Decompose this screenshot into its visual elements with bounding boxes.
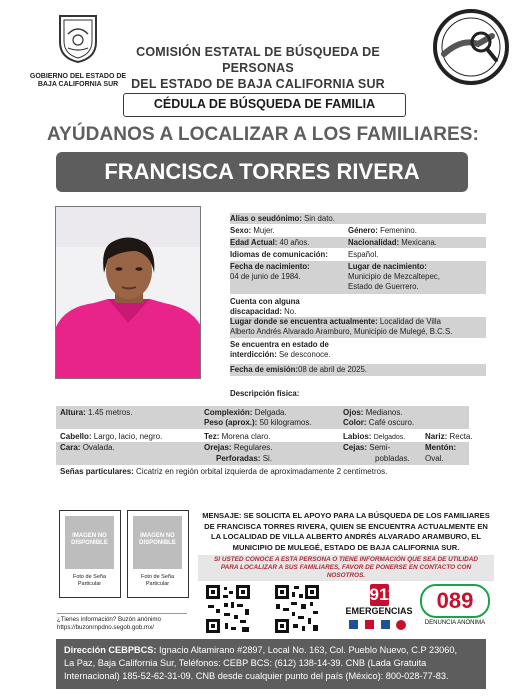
placeholder-1-text-2: DISPONIBLE: [71, 540, 108, 546]
discapacidad-label-2: discapacidad:: [230, 307, 282, 316]
emergency-911-logo: [343, 584, 415, 634]
discapacidad-value: No.: [284, 307, 297, 316]
commission-title-line-2: DEL ESTADO DE BAJA CALIFORNIA SUR: [131, 77, 385, 91]
orejas-label: Orejas:: [204, 443, 232, 452]
color-label: Color:: [343, 418, 367, 427]
label-911: EMERGENCIAS: [345, 606, 413, 616]
tez-value: Morena claro.: [221, 432, 271, 441]
person-portrait-icon: [56, 207, 201, 379]
cejas-value-1: Semi-: [369, 443, 391, 452]
edad-value: 40 años.: [279, 238, 310, 247]
notice-line-2: PARA LOCALIZAR A SUS FAMILIARES, FAVOR DE PONERSE EN CONTACTO CON: [220, 564, 472, 571]
interdiccion-label-1: Se encuentra en estado de: [230, 340, 329, 349]
senas-value: Cicatriz en región orbital izquierda de aproximadamente 2 centímetros.: [136, 467, 388, 476]
idiomas-label: Idiomas de comunicación:: [230, 250, 328, 259]
placeholder-2-caption-2: Particular: [145, 581, 170, 587]
discapacidad-label-1: Cuenta con alguna: [230, 297, 300, 306]
nacionalidad-value: Mexicana.: [401, 238, 437, 247]
gov-line-1: GOBIERNO DEL ESTADO DE: [29, 73, 127, 80]
fecha-emision-label: Fecha de emisión:: [230, 365, 299, 374]
edad-label: Edad Actual:: [230, 238, 278, 247]
interdiccion-label-2: interdicción:: [230, 350, 277, 359]
lugar-nacimiento-value-1: Municipio de Mezcaltepec,: [348, 272, 440, 281]
num-911: 911: [369, 585, 397, 604]
notice-line-3: NOSOTROS.: [326, 572, 366, 579]
num-089: 089: [420, 584, 490, 618]
fecha-nacimiento-label: Fecha de nacimiento:: [230, 262, 310, 271]
genero-label: Género:: [348, 226, 378, 235]
tez-label: Tez:: [204, 432, 220, 441]
sexo-value: Mujer.: [253, 226, 275, 235]
menton-label: Mentón:: [425, 443, 457, 452]
placeholder-1-caption-1: Foto de Seña: [72, 574, 107, 580]
fecha-emision-value: 08 de abril de 2025.: [298, 365, 367, 374]
nacionalidad-label: Nacionalidad:: [348, 238, 400, 247]
nariz-label: Nariz:: [425, 432, 448, 441]
nariz-value: Recta.: [449, 432, 473, 441]
cara-label: Cara:: [60, 443, 81, 452]
search-message: [198, 511, 494, 553]
person-photo: [55, 206, 201, 379]
altura-label: Altura:: [60, 408, 86, 417]
alias-value: Sin dato.: [304, 214, 335, 223]
anonymous-report-089-logo: [420, 584, 490, 634]
sexo-label: Sexo:: [230, 226, 252, 235]
altura-value: 1.45 metros.: [88, 408, 133, 417]
idiomas-value: Español.: [348, 250, 379, 259]
state-seal-icon: [56, 12, 100, 64]
gov-line-2: BAJA CALIFORNIA SUR: [37, 81, 119, 88]
placeholder-2-caption-1: Foto de Seña: [140, 574, 175, 580]
placeholder-2-text-1: IMAGEN NO: [140, 533, 175, 539]
lugar-actual-value-1: Localidad de Villa: [379, 317, 441, 326]
ojos-value: Medianos.: [365, 408, 403, 417]
peso-label: Peso (aprox.):: [204, 418, 258, 427]
cejas-value-2: pobladas.: [375, 454, 410, 463]
complexion-value: Delgada.: [254, 408, 287, 417]
message-line-3: LA LOCALIDAD DE VILLA ALBERTO ANDRÉS ALVARADO ARAMBURO, EL: [211, 532, 481, 542]
commission-title: [108, 44, 408, 92]
message-line-1: MENSAJE: SE SOLICITA EL APOYO PARA LA BÚSQUEDA DE LOS FAMILIARES: [202, 511, 490, 520]
footer-line-3: Internacional) 185-52-62-31-09. CNB desde cualquier punto del país (México): 800-028-77-83.: [64, 671, 449, 681]
cabello-label: Cabello:: [60, 432, 92, 441]
lugar-actual-label: Lugar donde se encuentra actualmente:: [230, 317, 378, 326]
anonymous-mailbox: [57, 613, 187, 632]
mark-photo-placeholder-2: [127, 510, 189, 598]
footer-address-label: Dirección CEBPBCS:: [64, 645, 157, 655]
contact-notice: [198, 555, 494, 581]
perforadas-value: Si.: [262, 454, 273, 463]
commission-circular-logo-icon: [432, 8, 510, 86]
color-value: Café oscuro.: [368, 418, 415, 427]
placeholder-1-text-1: IMAGEN NO: [72, 533, 107, 539]
footer-line-2: La Paz, Baja California Sur, Teléfonos: CEBP BCS: (612) 138-14-39. CNB (Lada Gratuita: [64, 658, 427, 668]
alias-label: Alias o seudónimo:: [230, 214, 302, 223]
interdiccion-value: Se desconoce.: [278, 350, 331, 359]
menton-value: Oval.: [425, 454, 444, 463]
document-title: CÉDULA DE BÚSQUEDA DE FAMILIA: [123, 93, 406, 117]
descripcion-title: Descripción física:: [230, 389, 300, 398]
buzon-line-1: ¿Tienes información? Buzón anónimo: [57, 616, 161, 623]
perforadas-label: Perforadas:: [216, 454, 261, 463]
complexion-label: Complexión:: [204, 408, 253, 417]
peso-value: 50 kilogramos.: [259, 418, 312, 427]
orejas-value: Regulares.: [233, 443, 273, 452]
senas-label: Señas particulares:: [60, 467, 134, 476]
ojos-label: Ojos:: [343, 408, 364, 417]
buzon-link[interactable]: https://buzonrnpdno.segob.gob.mx/: [57, 624, 155, 631]
lugar-nacimiento-value-2: Estado de Guerrero.: [348, 282, 419, 291]
placeholder-2-text-2: DISPONIBLE: [139, 540, 176, 546]
labios-label: Labios:: [343, 432, 372, 441]
emergency-services-icons: [343, 617, 415, 631]
contact-footer: [56, 639, 486, 689]
qr-code-icon[interactable]: [204, 583, 252, 635]
cabello-value: Largo, lacio, negro.: [93, 432, 163, 441]
footer-address: Ignacio Altamirano #2897, Local No. 163, Col. Pueblo Nuevo, C.P 23060,: [156, 645, 458, 655]
genero-value: Femenino.: [380, 226, 417, 235]
qr-code-icon[interactable]: [273, 583, 321, 635]
fecha-nacimiento-value: 04 de junio de 1984.: [230, 272, 301, 281]
lugar-nacimiento-label: Lugar de nacimiento:: [348, 262, 427, 271]
message-line-4: MUNICIPIO DE MULEGÉ, ESTADO DE BAJA CALIFORNIA SUR.: [232, 542, 460, 552]
labios-value: Delgados.: [373, 434, 406, 441]
cejas-label: Cejas:: [343, 443, 368, 452]
cara-value: Ovalada.: [82, 443, 115, 452]
person-name-bar: FRANCISCA TORRES RIVERA: [56, 152, 468, 192]
placeholder-1-caption-2: Particular: [77, 581, 102, 587]
mark-photo-placeholder-1: [59, 510, 121, 598]
lugar-actual-value-2: Alberto Andrés Alvarado Aramburo, Municipio de Mulegé, B.C.S.: [230, 327, 453, 336]
label-089: DENUNCIA ANÓNIMA: [424, 620, 486, 626]
notice-line-1: SI USTED CONOCE A ESTA PERSONA O TIENE INFORMACIÓN QUE SEA DE UTILIDAD: [214, 556, 478, 563]
message-line-2: DE FRANCISCA TORRES RIVERA, QUIEN SE ENCUENTRA ACTUALMENTE EN: [204, 521, 488, 531]
headline: AYÚDANOS A LOCALIZAR A LOS FAMILIARES:: [46, 124, 479, 145]
commission-title-line-1: COMISIÓN ESTATAL DE BÚSQUEDA DE PERSONAS: [136, 45, 380, 75]
